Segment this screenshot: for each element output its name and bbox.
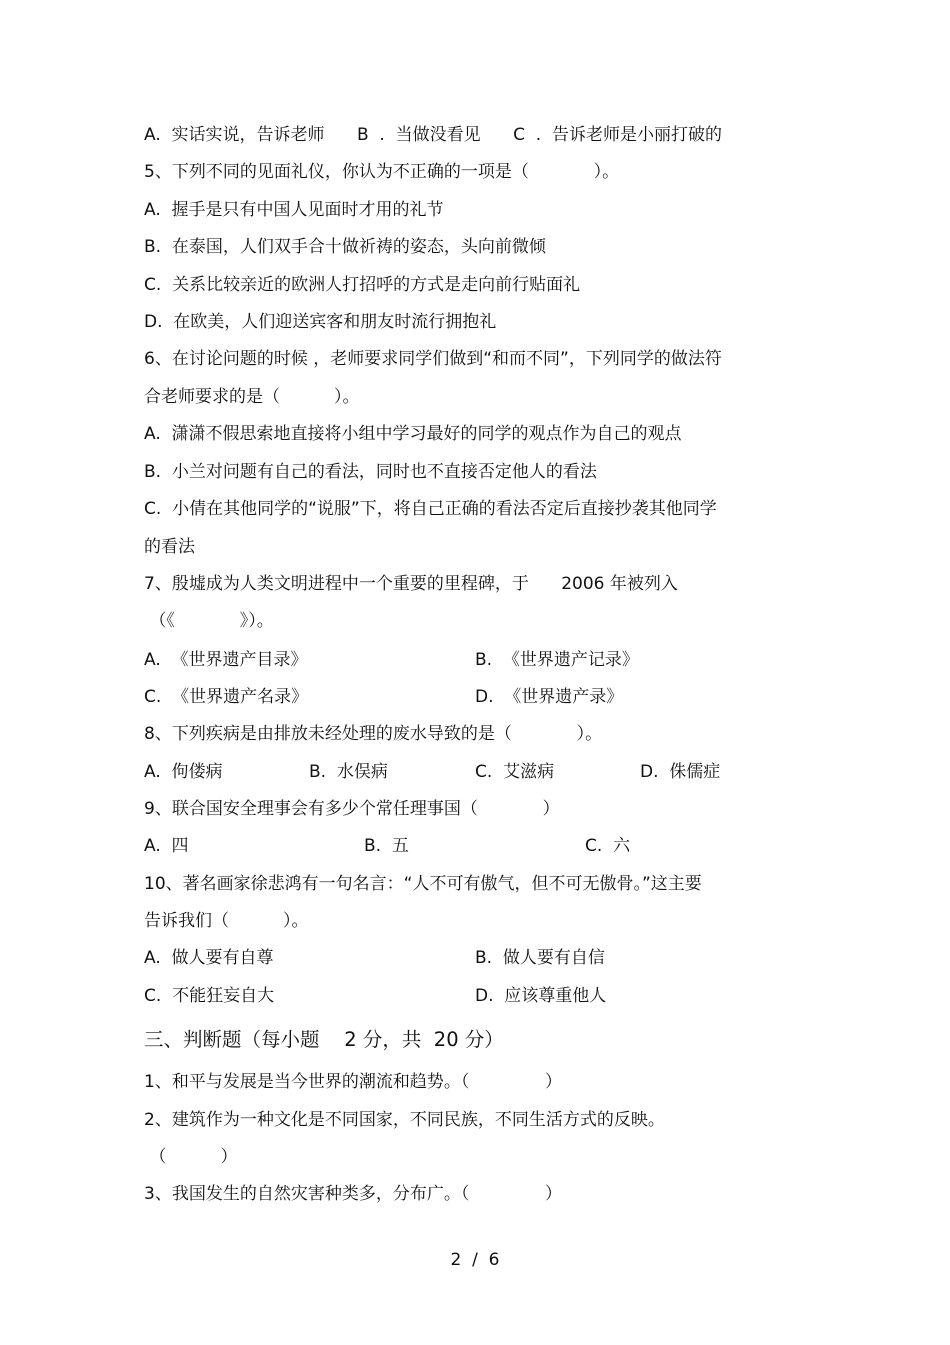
q8-option-a: A. 佝偻病 <box>144 762 223 782</box>
q7-stem-line1: 7、殷墟成为人类文明进程中一个重要的里程碑，于 2006 年被列入 <box>144 574 678 594</box>
q8-stem: 8、下列疾病是由排放未经处理的废水导致的是（ ）。 <box>144 724 603 744</box>
q7-option-c: C. 《世界遗产名录》 <box>144 687 309 707</box>
q6-stem-line2: 合老师要求的是（ ）。 <box>144 387 360 407</box>
q7-option-a: A. 《世界遗产目录》 <box>144 650 308 670</box>
q10-stem-line2: 告诉我们（ ）。 <box>144 911 309 931</box>
page-number: 2 / 6 <box>450 1250 500 1270</box>
q9-stem: 9、联合国安全理事会有多少个常任理事国（ ） <box>144 799 560 819</box>
q9-option-c: C. 六 <box>585 836 631 856</box>
q5-stem: 5、下列不同的见面礼仪，你认为不正确的一项是（ ）。 <box>144 162 620 182</box>
q10-stem-line1: 10、著名画家徐悲鸿有一句名言：“人不可有傲气，但不可无傲骨。”这主要 <box>144 874 702 894</box>
q5-option-d: D. 在欧美，人们迎送宾客和朋友时流行拥抱礼 <box>144 312 497 332</box>
judge-item-1: 1、和平与发展是当今世界的潮流和趋势。（ ） <box>144 1072 562 1092</box>
q8-option-b: B. 水俣病 <box>309 762 388 782</box>
q9-option-a: A. 四 <box>144 836 189 856</box>
q6-option-b: B. 小兰对问题有自己的看法，同时也不直接否定他人的看法 <box>144 462 597 482</box>
q6-option-c-line2: 的看法 <box>144 537 195 557</box>
q9-option-b: B. 五 <box>364 836 409 856</box>
judge-item-3: 3、我国发生的自然灾害种类多，分布广。（ ） <box>144 1184 562 1204</box>
q7-stem-line2: （《 》）。 <box>144 611 274 631</box>
q10-option-d: D. 应该尊重他人 <box>475 986 607 1006</box>
q6-option-c-line1: C. 小倩在其他同学的“说服”下，将自己正确的看法否定后直接抄袭其他同学 <box>144 499 717 519</box>
q8-option-c: C. 艾滋病 <box>475 762 555 782</box>
judge-item-2-line1: 2、建筑作为一种文化是不同国家，不同民族，不同生活方式的反映。 <box>144 1110 665 1130</box>
q10-option-c: C. 不能狂妄自大 <box>144 986 275 1006</box>
q4-options: A. 实话实说，告诉老师 B . 当做没看见 C . 告诉老师是小丽打破的 <box>144 125 722 145</box>
q7-option-d: D. 《世界遗产录》 <box>475 687 624 707</box>
q8-option-d: D. 侏儒症 <box>640 762 721 782</box>
judge-item-2-line2: （ ） <box>144 1147 238 1167</box>
q10-option-a: A. 做人要有自尊 <box>144 948 274 968</box>
q6-option-a: A. 潇潇不假思索地直接将小组中学习最好的同学的观点作为自己的观点 <box>144 424 682 444</box>
q5-option-c: C. 关系比较亲近的欧洲人打招呼的方式是走向前行贴面礼 <box>144 275 581 295</box>
q7-option-b: B. 《世界遗产记录》 <box>475 650 639 670</box>
section-3-title: 三、判断题（每小题 2 分，共 20 分） <box>144 1028 504 1051</box>
q5-option-a: A. 握手是只有中国人见面时才用的礼节 <box>144 200 444 220</box>
q5-option-b: B. 在泰国，人们双手合十做祈祷的姿态，头向前微倾 <box>144 237 546 257</box>
q6-stem-line1: 6、在讨论问题的时候 ，老师要求同学们做到“和而不同”，下列同学的做法符 <box>144 349 722 369</box>
q10-option-b: B. 做人要有自信 <box>475 948 605 968</box>
